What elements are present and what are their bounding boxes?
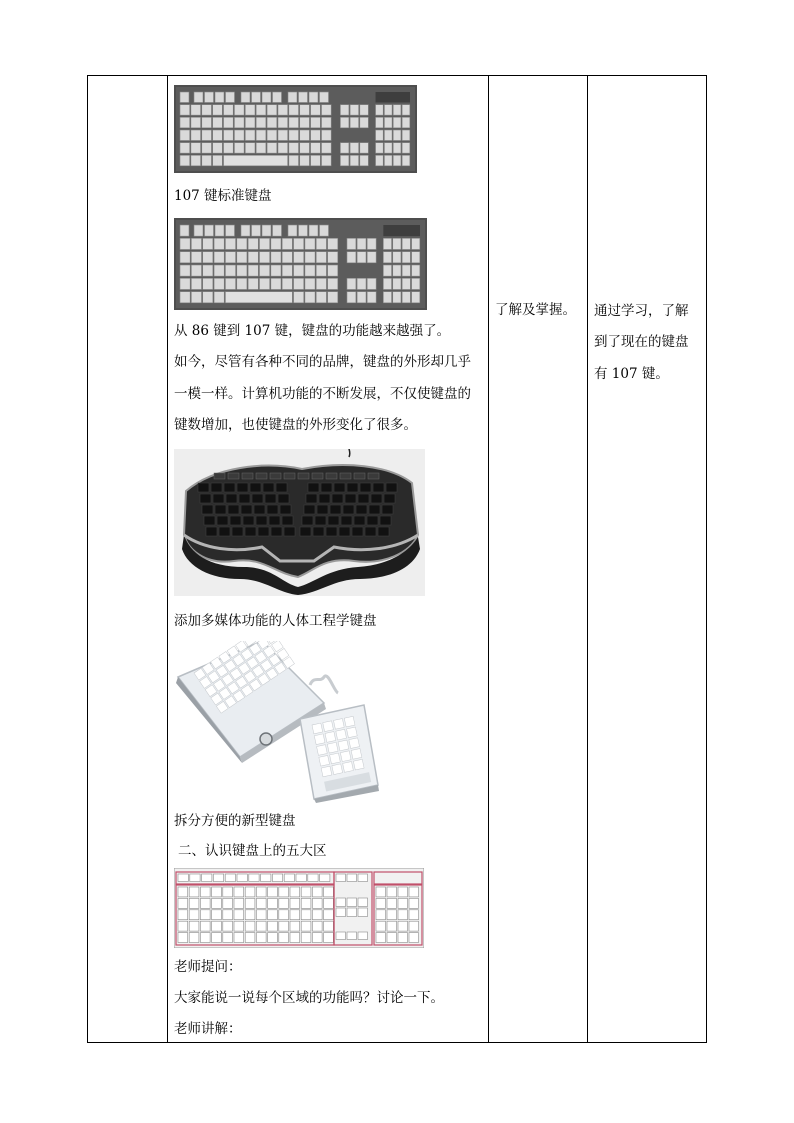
discussion-question: 大家能说一说每个区域的功能吗？讨论一下。 bbox=[174, 990, 444, 1006]
col-border-3 bbox=[488, 75, 489, 1043]
learning-goal-text: 了解及掌握。 bbox=[495, 302, 576, 318]
paragraph-line-3: 键数增加，也使键盘的外形变化了很多。 bbox=[174, 417, 417, 433]
paragraph-86-to-107: 从 86 键到 107 键，键盘的功能越来越强了。 bbox=[174, 323, 451, 339]
paragraph-line-2: 一模一样。计算机功能的不断发展，不仅使键盘的 bbox=[174, 386, 471, 402]
col-border-1 bbox=[87, 75, 88, 1043]
teacher-explain-label: 老师讲解： bbox=[174, 1021, 242, 1037]
outcome-line-1: 通过学习，了解 bbox=[594, 303, 689, 319]
paragraph-line-1: 如今，尽管有各种不同的品牌，键盘的外形却几乎 bbox=[174, 354, 471, 370]
split-keyboard-photo-icon bbox=[174, 641, 379, 803]
caption-107-keyboard: 107 键标准键盘 bbox=[174, 188, 272, 204]
outcome-line-3: 有 107 键。 bbox=[594, 366, 669, 382]
keyboard-107-photo-icon bbox=[174, 218, 427, 310]
outcome-line-2: 到了现在的键盘 bbox=[594, 334, 689, 350]
col-border-2 bbox=[167, 75, 168, 1043]
keyboard-photo-icon bbox=[174, 85, 417, 173]
teacher-question-label: 老师提问： bbox=[174, 959, 242, 975]
section-title-five-zones: 二、认识键盘上的五大区 bbox=[178, 843, 327, 859]
caption-split-keyboard: 拆分方便的新型键盘 bbox=[174, 813, 296, 829]
keyboard-zones-diagram-icon bbox=[174, 868, 424, 948]
ergonomic-keyboard-photo-icon bbox=[174, 449, 425, 596]
col-border-5 bbox=[706, 75, 707, 1043]
table-bottom-border bbox=[87, 1042, 707, 1043]
caption-ergonomic-keyboard: 添加多媒体功能的人体工程学键盘 bbox=[174, 613, 377, 629]
table-top-border bbox=[87, 75, 707, 76]
col-border-4 bbox=[587, 75, 588, 1043]
